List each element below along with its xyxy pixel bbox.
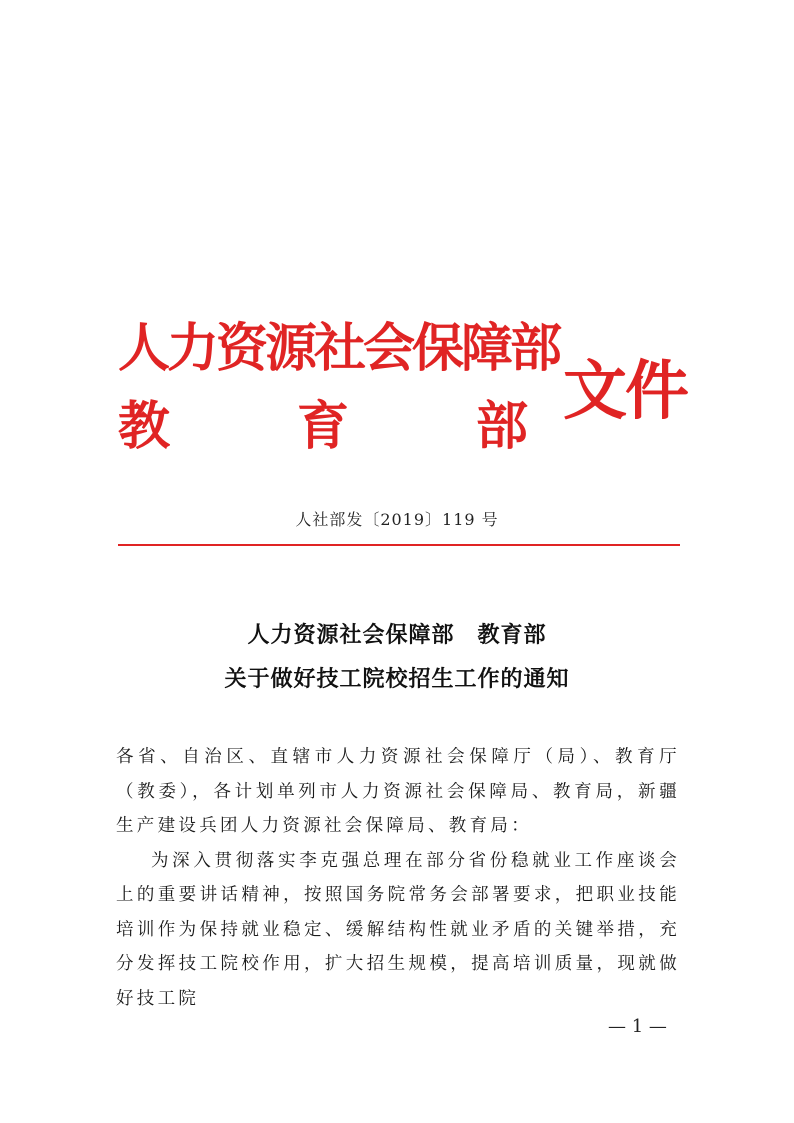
document-header (118, 298, 718, 468)
issuer-char: 教 (118, 396, 171, 457)
red-divider-line (118, 544, 680, 546)
issuer-name-line-2 (118, 384, 528, 459)
document-title-line-2: 关于做好技工院校招生工作的通知 (224, 666, 570, 692)
issuer-char: 育 (296, 396, 349, 457)
document-body (116, 740, 680, 1016)
document-type-label: 文件 (563, 354, 687, 429)
issuer-char: 部 (475, 396, 528, 457)
issuer-name-line-1: 人力资源社会保障部 (118, 318, 560, 379)
body-paragraph: 为深入贯彻落实李克强总理在部分省份稳就业工作座谈会上的重要讲话精神，按照国务院常务会部署要求，把职业技能培训作为保持就业稳定、缓解结构性就业矛盾的关键举措，充分发挥技工院校作用，扩大招生规模，提高培训质量，现就做好技工院 (116, 850, 680, 1009)
page-number: — 1 — (608, 1016, 667, 1037)
document-number: 人社部发〔2019〕119 号 (295, 510, 499, 529)
addressees-paragraph: 各省、自治区、直辖市人力资源社会保障厅（局）、教育厅（教委），各计划单列市人力资源社会保障局、教育局，新疆生产建设兵团人力资源社会保障局、教育局： (116, 747, 680, 836)
document-title-line-1: 人力资源社会保障部 教育部 (247, 622, 547, 648)
